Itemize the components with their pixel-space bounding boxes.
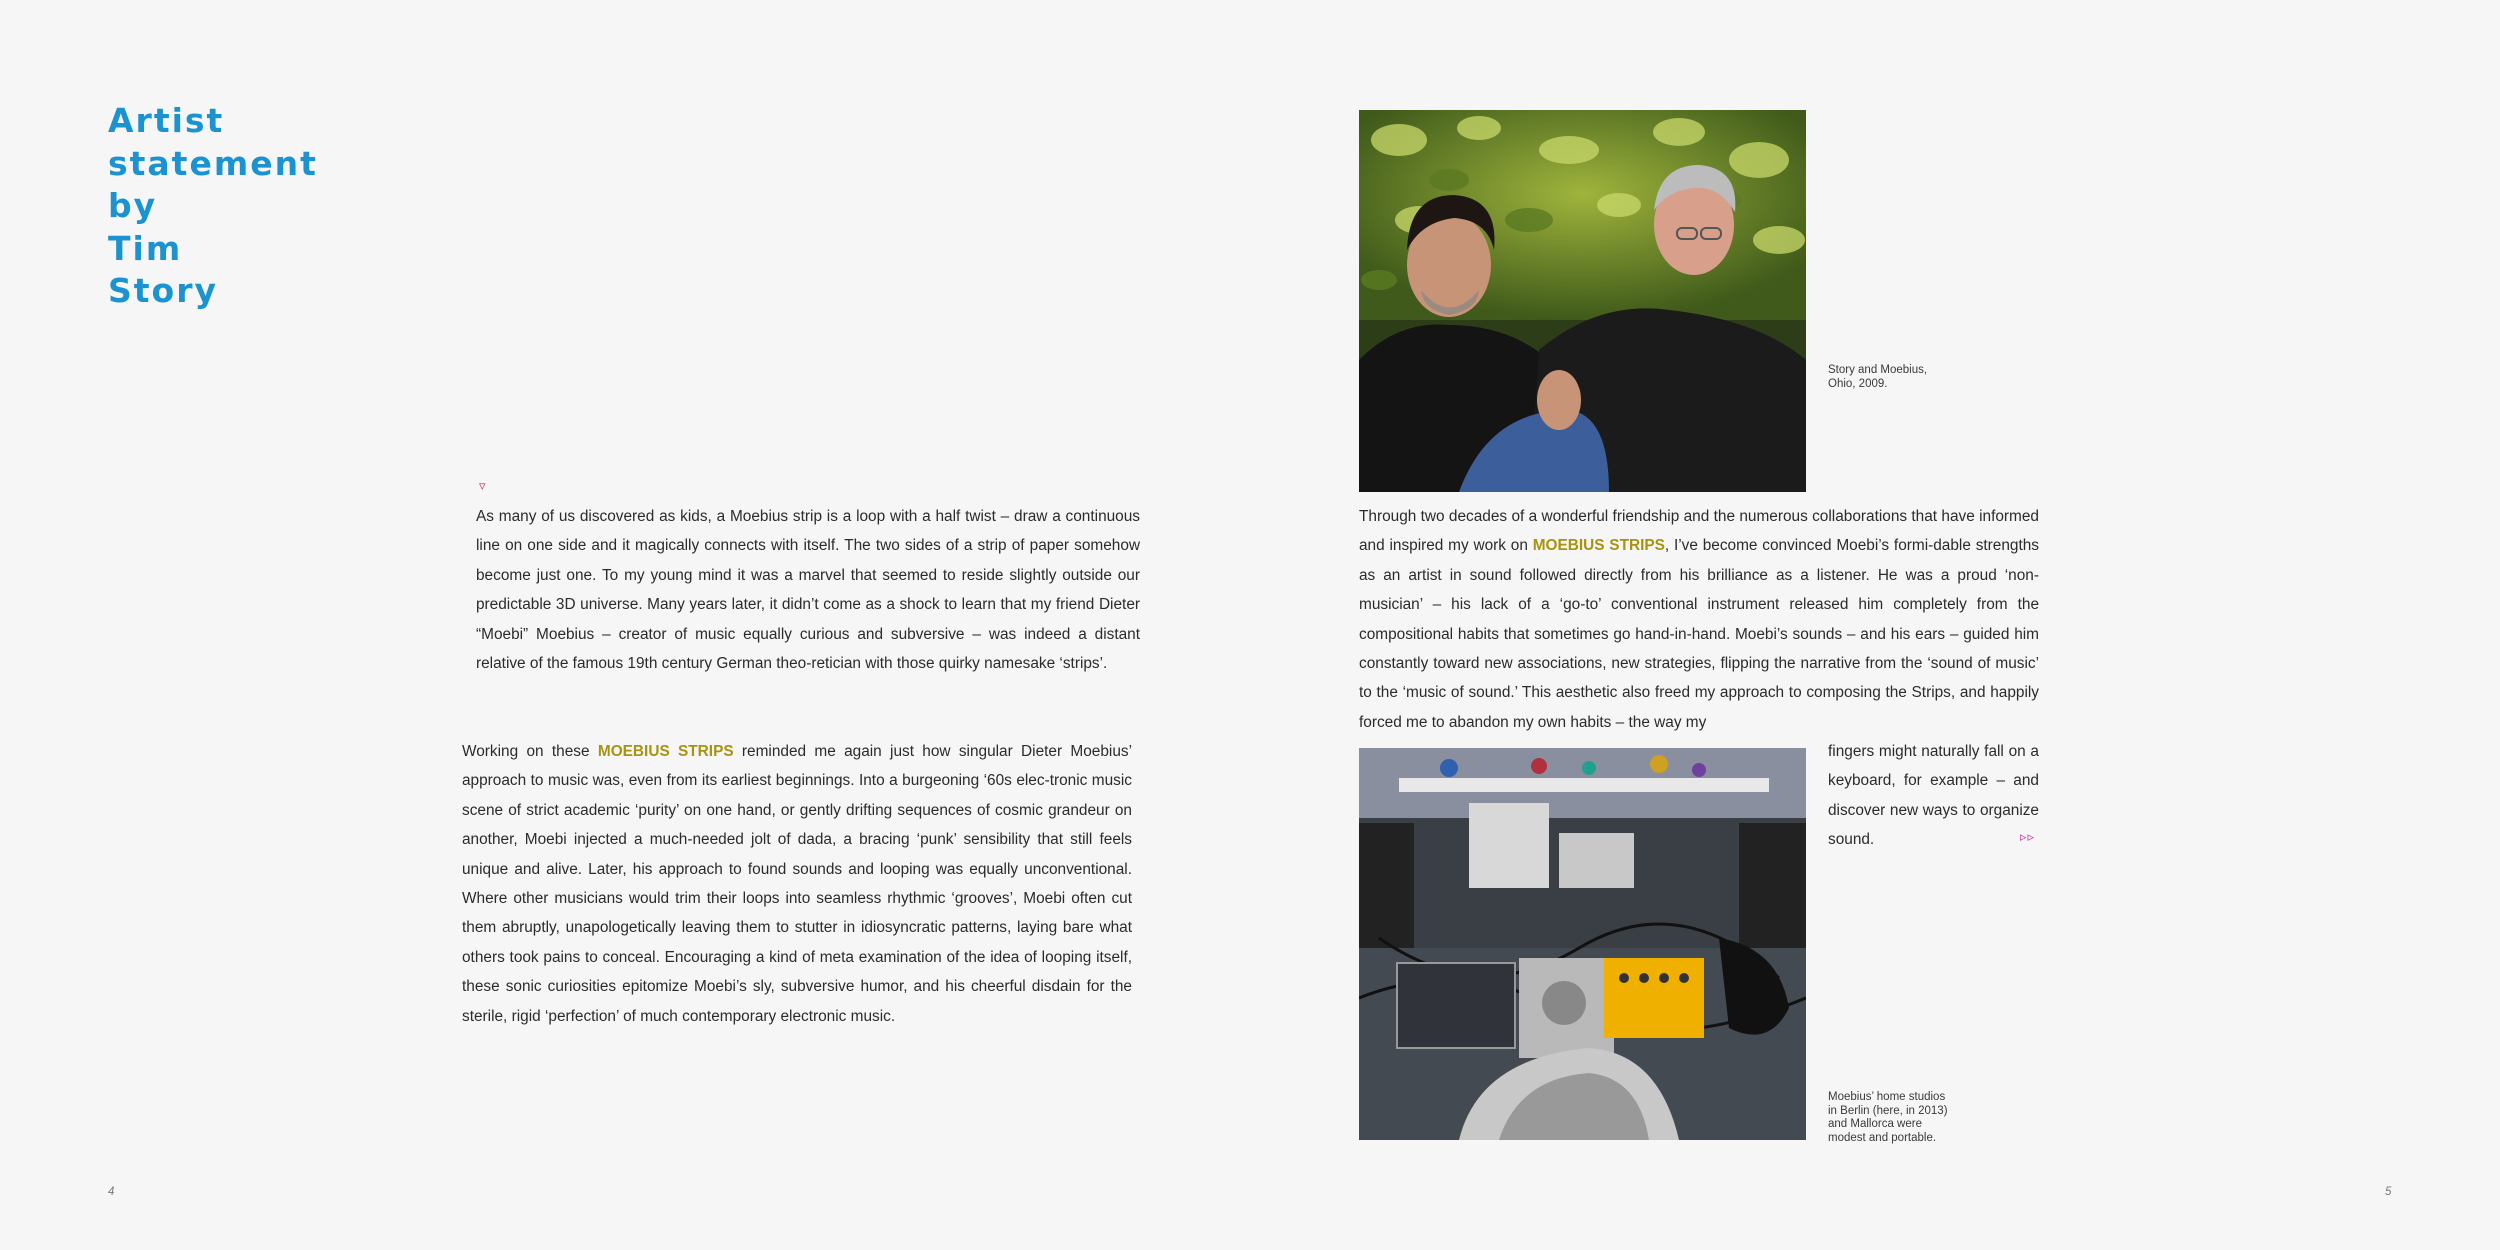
double-triangle-marker-icon: ▹▹	[2020, 829, 2036, 844]
left-paragraph-1: As many of us discovered as kids, a Moebius strip is a loop with a half twist – draw a continuous line on one side and it magically connects with itself. The two sides of a strip of paper somehow become just one. To my young mind it was a marvel that seemed to reside slightly outside our predictable 3D universe. Many years later, it didn’t come as a shock to learn that my friend Dieter “Moebi” Moebius – creator of music equally curious and subversive – was indeed a distant relative of the famous 19th century German theo-retician with those quirky namesake ‘strips’.	[476, 508, 1140, 673]
text-run: reminded me again just how singular Dieter Moebius’ approach to music was, even from its earliest beginnings. Into a burgeoning ‘60s elec-tronic music scene of strict academic ‘purity’ on one hand, or gently drifting sequences of cosmic grandeur on another, Moebi injected a much-needed jolt of dada, a bracing ‘punk’ sensibility that still feels unique and alive. Later, his approach to found sounds and looping was equally unconventional. Where other musicians would trim their loops into seamless rhythmic ‘grooves’, Moebi often cut them abruptly, unapologetically leaving them to stutter in idiosyncratic patterns, laying bare what others took pains to conceal. Encouraging a kind of meta examination of the idea of looping itself, these sonic curiosities epitomize Moebi’s sly, subversive humor, and his cheerful disdain for the sterile, rigid ‘perfection’ of much contemporary electronic music.	[462, 743, 1133, 1025]
text-run: Through two decades of a wonderful friendship and the numerous collaborations that have informed and inspired my work on	[1359, 508, 2039, 555]
title-line: Story	[108, 271, 218, 310]
photo-caption: Moebius’ home studios in Berlin (here, in 2013) and Mallorca were modest and portable.	[1828, 1091, 1948, 1144]
photo-caption: Story and Moebius, Ohio, 2009.	[1828, 364, 1928, 390]
page-title	[108, 100, 408, 313]
left-paragraph-2	[462, 737, 1132, 1031]
right-paragraph-2: fingers might naturally fall on a keyboard, for example – and discover new ways to organize sound.	[1828, 743, 2039, 849]
page-number: 4	[108, 1186, 115, 1198]
title-line: statement	[108, 143, 318, 183]
studio-photo	[1359, 748, 1806, 1140]
title-line: Artist	[108, 101, 225, 140]
right-paragraph-1	[1359, 502, 2039, 737]
text-run: , I’ve become convinced Moebi’s formi-dable strengths as an artist in sound followed directly from his brilliance as a listener. He was a proud ‘non-musician’ – his lack of a ‘go-to’ conventional instrument released him completely from the compositional habits that sometimes go hand-in-hand. Moebi’s sounds – and his ears – guided him constantly toward new associations, new strategies, flipping the narrative from the ‘sound of music’ to the ‘music of sound.’ This aesthetic also freed my approach to composing the Strips, and happily forced me to abandon my own habits – the way my	[1359, 537, 2039, 731]
title-line: by	[108, 186, 158, 225]
portrait-photo	[1359, 110, 1806, 492]
triangle-marker-icon: ▿	[479, 478, 486, 493]
moebius-strips-highlight: MOEBIUS STRIPS	[597, 743, 734, 760]
title-line: Tim	[108, 228, 183, 268]
text-run: Working on these	[462, 743, 598, 760]
moebius-strips-highlight: MOEBIUS STRIPS	[1532, 537, 1665, 555]
page-number: 5	[2385, 1186, 2392, 1198]
